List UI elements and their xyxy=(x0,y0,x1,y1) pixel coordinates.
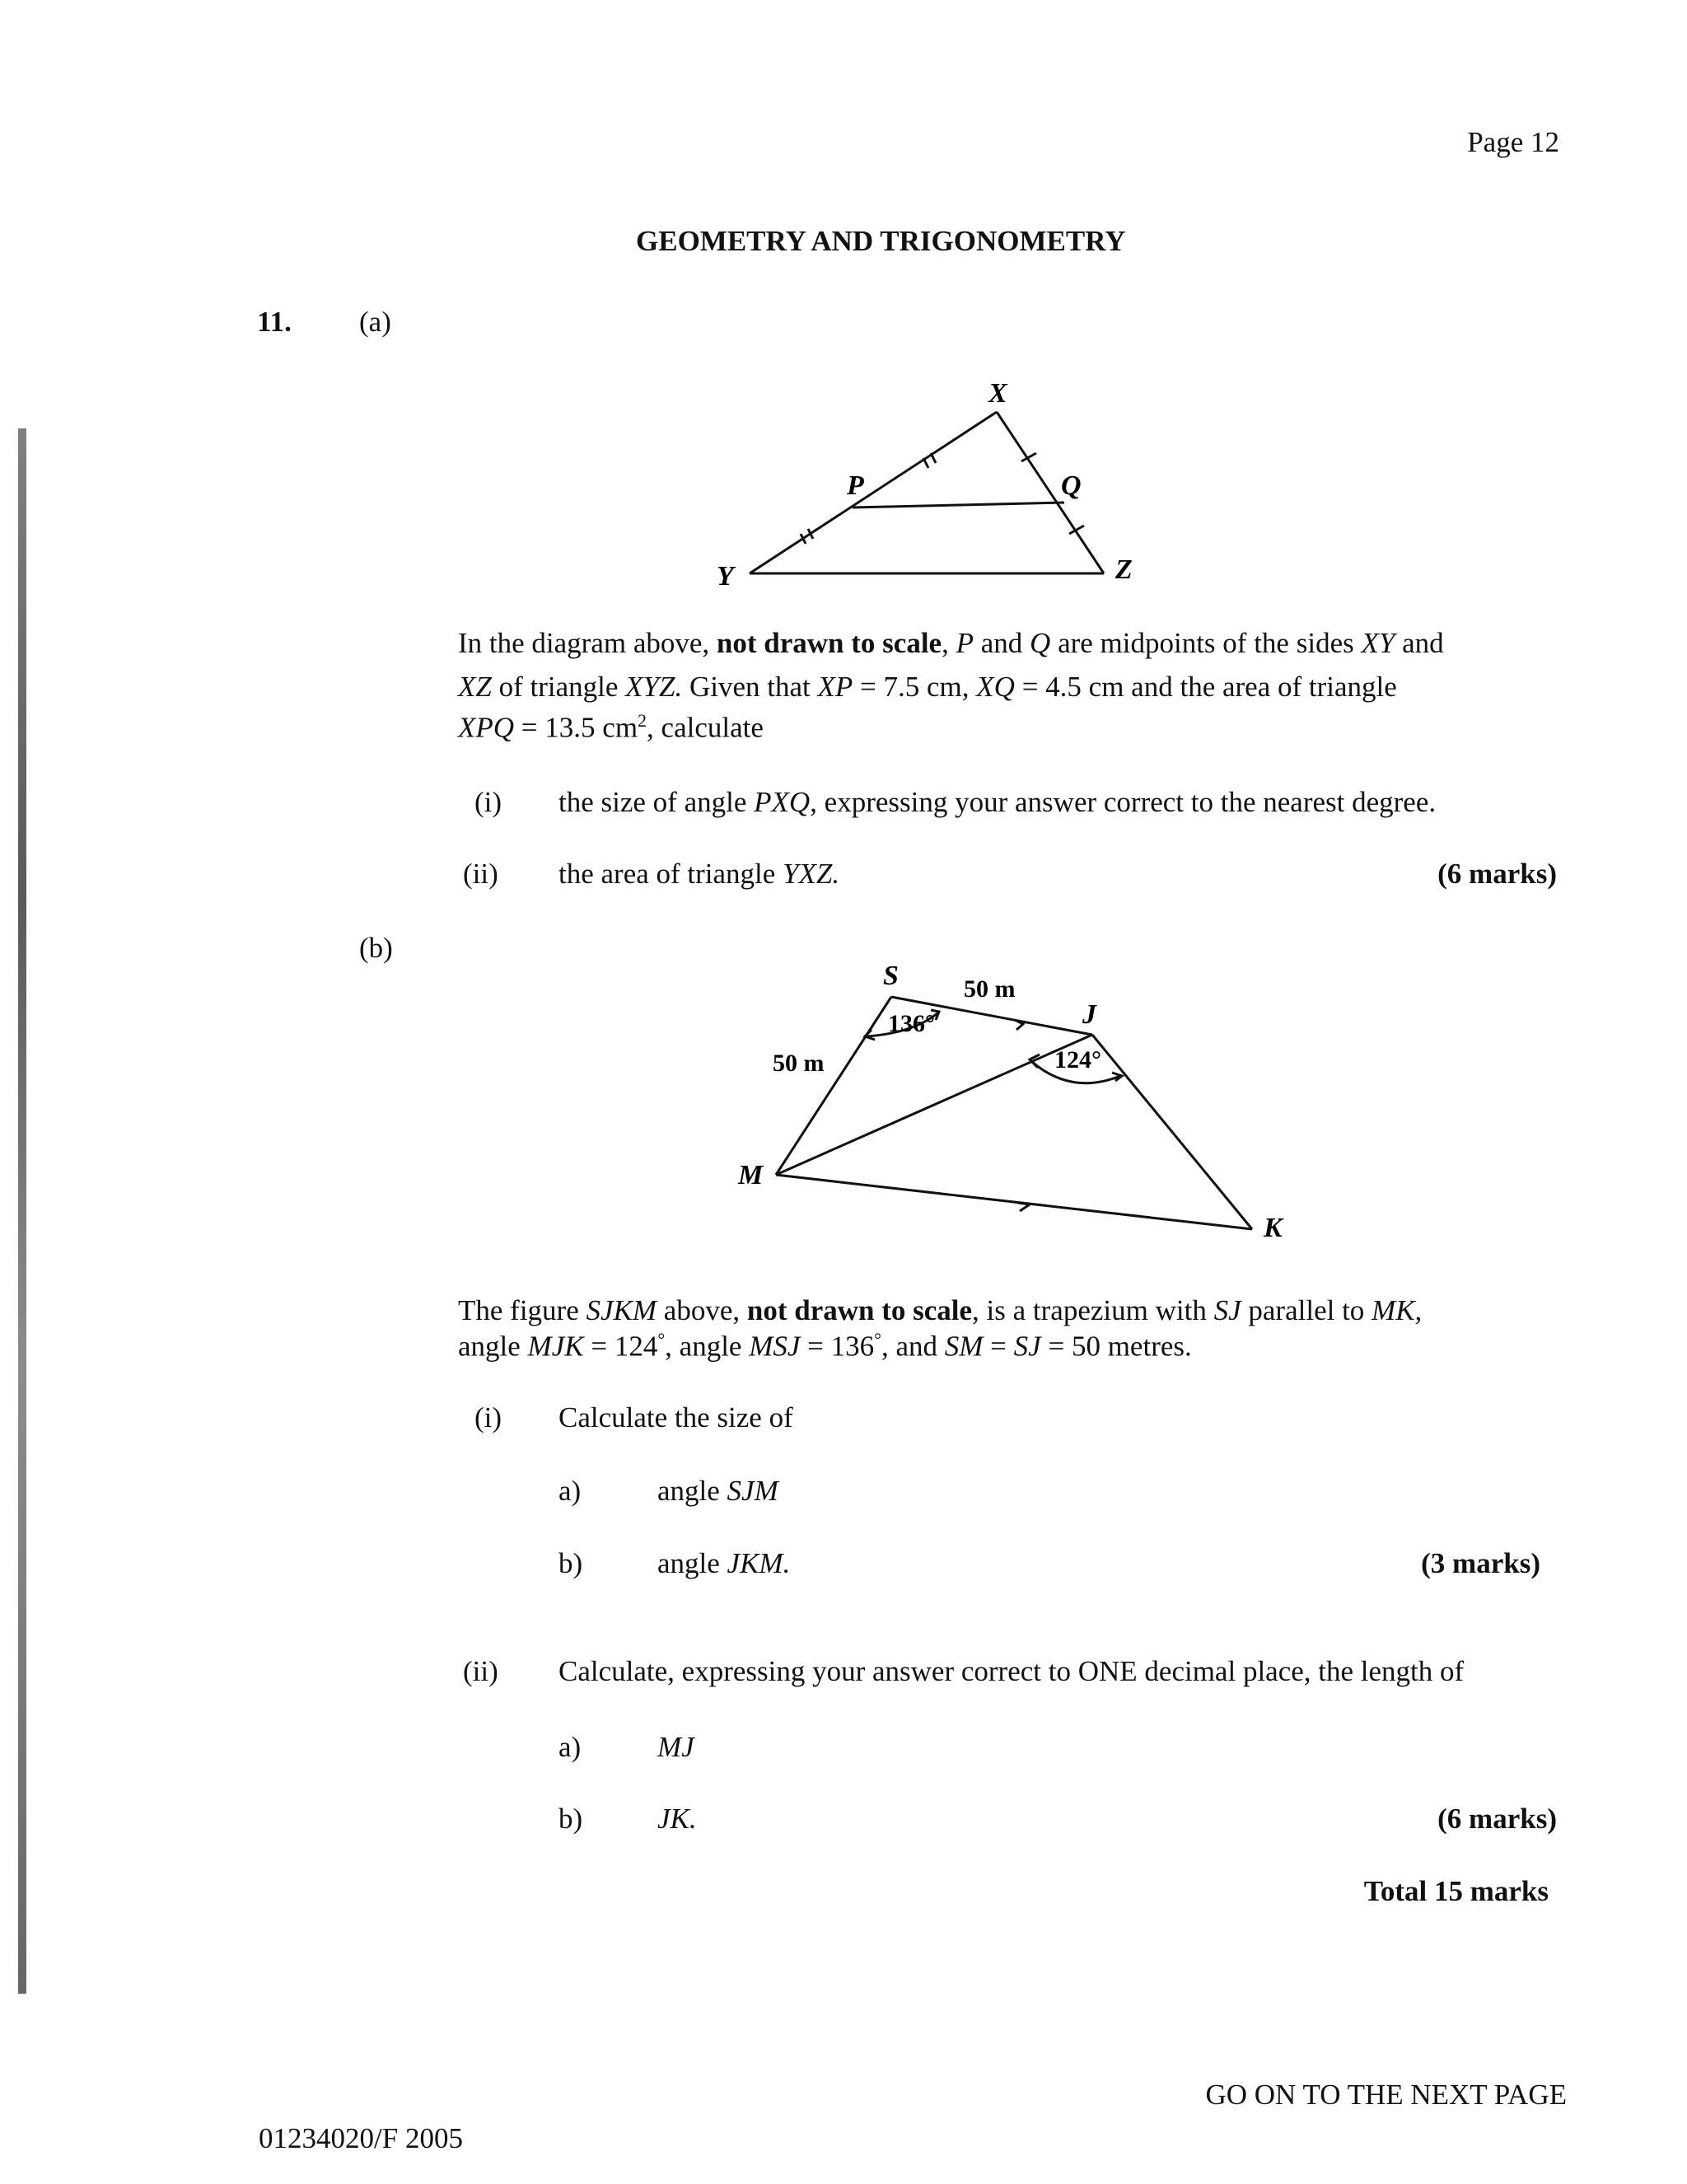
triangle-xyz-diagram xyxy=(708,371,1170,593)
part-b-ii-a-label: a) xyxy=(558,1731,582,1763)
vertex-k-label: K xyxy=(1264,1213,1283,1243)
part-b-stem-line-2: angle MJK = 124°, angle MSJ = 136°, and SM = SJ = 50 metres. xyxy=(458,1329,1192,1363)
part-b-i-b-text: angle JKM. xyxy=(657,1547,791,1579)
vertex-y-label: Y xyxy=(717,561,734,592)
trapezium-sjkm-diagram xyxy=(725,956,1301,1252)
angle-mjk-label: 124° xyxy=(1054,1046,1101,1073)
side-xy xyxy=(750,412,997,573)
part-b-ii-a-text: MJ xyxy=(657,1731,694,1763)
vertex-j-label: J xyxy=(1082,999,1096,1030)
side-km xyxy=(776,1175,1252,1229)
binder-edge xyxy=(18,428,26,1994)
part-b-ii-marks: (6 marks) xyxy=(1437,1803,1557,1835)
part-b-i-text: Calculate the size of xyxy=(558,1401,793,1433)
part-b-ii-b-text: JK. xyxy=(657,1803,697,1835)
vertex-z-label: Z xyxy=(1115,554,1133,585)
paper-code: 01234020/F 2005 xyxy=(259,2122,463,2154)
parallel-arrow-mk xyxy=(1018,1203,1030,1211)
part-b-ii-text: Calculate, expressing your answer correct to ONE decimal place, the length of xyxy=(558,1655,1465,1687)
part-b-i-b-label: b) xyxy=(558,1547,583,1579)
part-a-stem-line-2: XZ of triangle XYZ. Given that XP = 7.5 cm, XQ = 4.5 cm and the area of triangle xyxy=(458,671,1397,703)
part-b-i-number: (i) xyxy=(474,1401,502,1433)
angle-msj-label: 136° xyxy=(888,1010,935,1037)
part-a-item-ii-number: (ii) xyxy=(463,858,498,890)
part-a-marks: (6 marks) xyxy=(1437,858,1557,890)
side-jk xyxy=(1092,1035,1252,1229)
vertex-m-label: M xyxy=(738,1160,764,1190)
part-a-stem-line-3: XPQ = 13.5 $cm^2$, calculate xyxy=(458,710,764,744)
vertex-s-label: S xyxy=(883,961,899,991)
page-number: Page 12 xyxy=(1467,126,1559,158)
part-b-i-marks: (3 marks) xyxy=(1421,1547,1540,1579)
part-a-item-ii-text: the area of triangle YXZ. xyxy=(558,858,840,890)
midpoint-q-label: Q xyxy=(1061,470,1082,501)
side-sj-label: 50 m xyxy=(964,975,1016,1003)
part-b-i-a-label: a) xyxy=(558,1475,582,1507)
side-sm-label: 50 m xyxy=(773,1050,825,1077)
part-b-ii-b-label: b) xyxy=(558,1803,583,1835)
total-marks: Total 15 marks xyxy=(1363,1875,1549,1907)
part-a-item-i-text: the size of angle PXQ, expressing your answer correct to the nearest degree. xyxy=(558,786,1437,818)
part-b-i-a-text: angle SJM xyxy=(657,1475,778,1507)
part-b-label: (b) xyxy=(359,932,393,964)
section-title: GEOMETRY AND TRIGONOMETRY xyxy=(636,225,1126,257)
vertex-x-label: X xyxy=(988,378,1007,409)
midpoint-p-label: P xyxy=(847,470,864,501)
question-number: 11. xyxy=(257,306,292,338)
part-b-stem-line-1: The figure SJKM above, not drawn to scale, is a trapezium with SJ parallel to MK, xyxy=(458,1294,1423,1326)
part-a-item-i-number: (i) xyxy=(474,786,502,818)
part-a-label: (a) xyxy=(359,306,391,338)
segment-pq xyxy=(853,503,1064,507)
side-xz xyxy=(997,412,1104,573)
part-a-stem-line-1: In the diagram above, not drawn to scale, P and Q are midpoints of the sides XY and xyxy=(458,627,1444,659)
part-b-ii-number: (ii) xyxy=(463,1655,498,1687)
go-to-next-page: GO ON TO THE NEXT PAGE xyxy=(1205,2079,1567,2111)
